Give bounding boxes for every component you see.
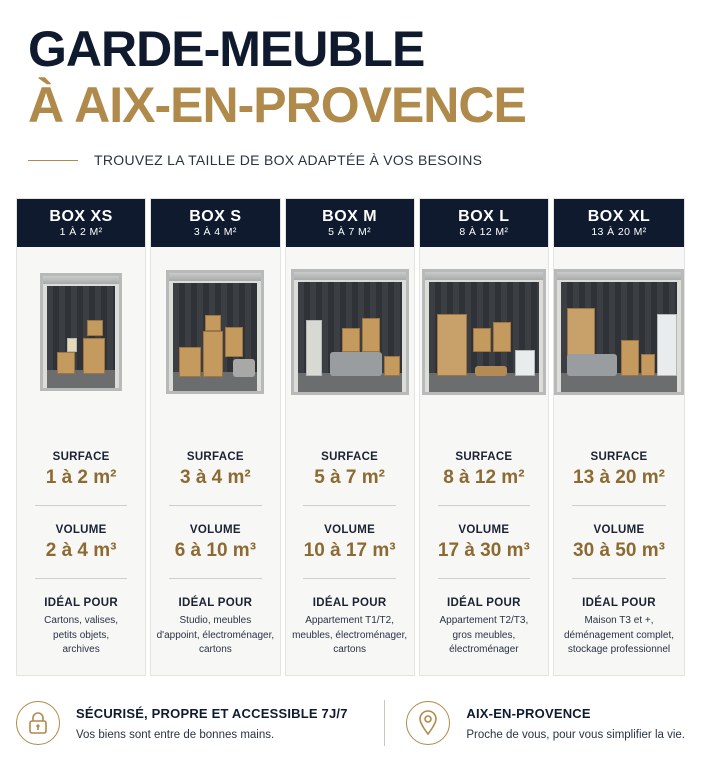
volume-value: 2 à 4 m³ bbox=[45, 540, 117, 561]
box-illustration bbox=[151, 247, 279, 417]
box-range: 8 À 12 M² bbox=[459, 226, 509, 238]
separator bbox=[438, 578, 530, 579]
ideal-label: IDÉAL POUR bbox=[178, 597, 253, 609]
security-title: SÉCURISÉ, PROPRE ET ACCESSIBLE 7J/7 bbox=[76, 705, 348, 721]
location-text: Proche de vous, pour vous simplifier la vie. bbox=[466, 728, 685, 741]
page-title-line2: À AIX-EN-PROVENCE bbox=[28, 77, 526, 133]
box-size-grid bbox=[16, 198, 685, 676]
ideal-description: Appartement T2/T3, gros meubles, électroménager bbox=[439, 615, 529, 655]
storage-unit-image bbox=[422, 269, 546, 395]
separator bbox=[35, 578, 127, 579]
ideal-label: IDÉAL POUR bbox=[447, 597, 521, 609]
box-card-m[interactable] bbox=[285, 198, 415, 676]
surface-value: 1 à 2 m² bbox=[45, 467, 117, 488]
ideal-description: Maison T3 et +, déménagement complet, stockage professionnel bbox=[563, 615, 675, 655]
separator bbox=[169, 505, 261, 506]
box-card-xs[interactable] bbox=[16, 198, 146, 676]
volume-label: VOLUME bbox=[593, 524, 645, 536]
subtitle-divider bbox=[28, 160, 78, 161]
volume-label: VOLUME bbox=[324, 524, 376, 536]
subtitle-row bbox=[28, 150, 673, 170]
volume-label: VOLUME bbox=[458, 524, 510, 536]
separator bbox=[438, 505, 530, 506]
storage-unit-image bbox=[554, 269, 684, 395]
surface-value: 3 à 4 m² bbox=[179, 467, 251, 488]
footer-divider bbox=[384, 700, 385, 746]
ideal-description: Appartement T1/T2, meubles, électroménager, cartons bbox=[292, 615, 408, 655]
box-card-l[interactable] bbox=[419, 198, 549, 676]
separator bbox=[572, 505, 666, 506]
separator bbox=[572, 578, 666, 579]
security-text: Vos biens sont entre de bonnes mains. bbox=[76, 728, 275, 741]
box-card-header bbox=[420, 199, 548, 247]
box-card-header bbox=[151, 199, 279, 247]
volume-value: 30 à 50 m³ bbox=[573, 540, 665, 561]
surface-value: 8 à 12 m² bbox=[443, 467, 525, 488]
surface-value: 5 à 7 m² bbox=[314, 467, 385, 488]
box-range: 5 À 7 M² bbox=[328, 226, 372, 238]
box-card-header bbox=[554, 199, 684, 247]
security-block bbox=[16, 701, 348, 745]
surface-value: 13 à 20 m² bbox=[573, 467, 665, 488]
box-name: BOX S bbox=[189, 208, 242, 225]
box-name: BOX L bbox=[458, 208, 510, 225]
padlock-icon bbox=[16, 701, 60, 745]
volume-value: 10 à 17 m³ bbox=[303, 540, 396, 561]
location-block bbox=[406, 701, 685, 745]
separator bbox=[169, 578, 261, 579]
ideal-description: Cartons, valises, petits objets, archives bbox=[44, 615, 119, 655]
box-range: 3 À 4 M² bbox=[193, 226, 237, 238]
ideal-label: IDÉAL POUR bbox=[312, 597, 387, 609]
storage-unit-image bbox=[40, 273, 122, 391]
storage-unit-image bbox=[166, 270, 264, 394]
surface-label: SURFACE bbox=[590, 451, 648, 463]
page-title-line1: GARDE-MEUBLE bbox=[28, 21, 425, 77]
storage-unit-image bbox=[291, 269, 409, 395]
box-illustration bbox=[17, 247, 145, 417]
box-range: 1 À 2 M² bbox=[59, 226, 103, 238]
surface-label: SURFACE bbox=[52, 451, 110, 463]
surface-label: SURFACE bbox=[186, 451, 244, 463]
separator bbox=[35, 505, 127, 506]
box-card-s[interactable] bbox=[150, 198, 280, 676]
box-illustration bbox=[286, 247, 414, 417]
volume-label: VOLUME bbox=[189, 524, 241, 536]
box-illustration bbox=[554, 247, 684, 417]
surface-label: SURFACE bbox=[321, 451, 379, 463]
ideal-label: IDÉAL POUR bbox=[582, 597, 656, 609]
box-name: BOX XS bbox=[49, 208, 113, 225]
box-card-header bbox=[17, 199, 145, 247]
map-pin-icon bbox=[406, 701, 450, 745]
ideal-description: Studio, meubles d'appoint, électroménager, cartons bbox=[156, 615, 275, 655]
surface-label: SURFACE bbox=[455, 451, 513, 463]
volume-value: 6 à 10 m³ bbox=[174, 540, 257, 561]
box-illustration bbox=[420, 247, 548, 417]
separator bbox=[303, 505, 395, 506]
separator bbox=[303, 578, 395, 579]
ideal-label: IDÉAL POUR bbox=[44, 597, 118, 609]
volume-value: 17 à 30 m³ bbox=[437, 540, 530, 561]
page-subtitle: TROUVEZ LA TAILLE DE BOX ADAPTÉE À VOS BESOINS bbox=[94, 152, 483, 168]
box-card-header bbox=[286, 199, 414, 247]
box-range: 13 À 20 M² bbox=[591, 226, 647, 238]
footer bbox=[16, 690, 685, 756]
box-card-xl[interactable] bbox=[553, 198, 685, 676]
location-title: AIX-EN-PROVENCE bbox=[466, 705, 591, 721]
volume-label: VOLUME bbox=[55, 524, 107, 536]
box-name: BOX M bbox=[322, 208, 378, 225]
box-name: BOX XL bbox=[587, 208, 651, 225]
